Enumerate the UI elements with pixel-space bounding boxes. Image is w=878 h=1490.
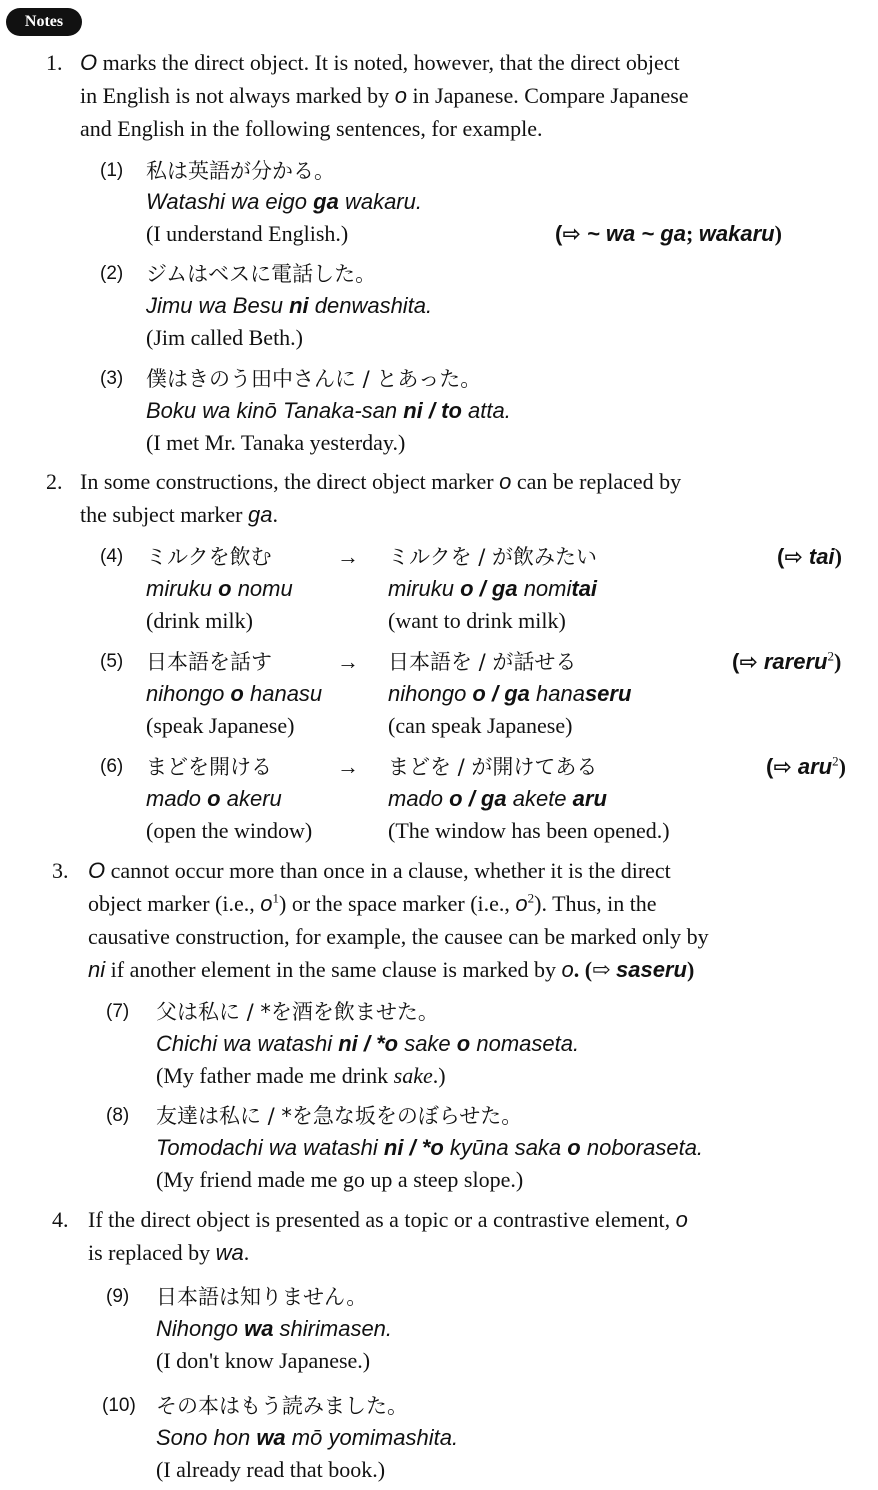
example-number: (9) [106,1286,130,1307]
example-number: (5) [100,651,124,672]
english-gloss: (open the window) [146,818,313,843]
example-number: (6) [100,756,124,777]
cross-reference: (⇨ ~ wa ~ ga; wakaru) [555,221,782,246]
romaji-text: miruku o nomu [146,576,293,601]
example-number: (7) [106,1001,130,1022]
english-gloss: (Jim called Beth.) [146,325,304,350]
note-3-line-3: causative construction, for example, the causee can be marked only by [88,924,709,949]
romaji-text: nihongo o hanasu [146,681,323,706]
example-number: (4) [100,546,124,567]
romaji-text: Chichi wa watashi ni / *o sake o nomaseta. [156,1031,580,1056]
japanese-text: ジムはベスに電話した。 [146,262,377,286]
romaji-text: miruku o / ga nomitai [388,576,598,601]
japanese-text: 父は私に / *を酒を飲ませた。 [156,1000,439,1024]
japanese-text: その本はもう読みました。 [156,1394,408,1418]
arrow: → [337,649,359,674]
english-gloss: (I understand English.) [146,221,349,246]
japanese-text: ミルクを / が飲みたい [388,545,598,569]
romaji-text: Jimu wa Besu ni denwashita. [146,293,433,318]
note-number: 1. [46,50,63,75]
japanese-text: 日本語を話す [146,650,272,674]
note-1-line-1: O marks the direct object. It is noted, however, that the direct object [80,50,680,75]
note-2-line-1: In some constructions, the direct object marker o can be replaced by [80,469,682,494]
cross-reference: (⇨ aru$^2$) [766,753,846,779]
note-4-line-1: If the direct object is presented as a topic or a contrastive element, o [88,1207,688,1232]
english-gloss: (speak Japanese) [146,713,295,738]
example-number: (2) [100,263,124,284]
english-gloss: (My father made me drink sake.) [156,1063,446,1088]
english-gloss: (want to drink milk) [388,608,566,633]
romaji-text: Watashi wa eigo ga wakaru. [146,189,422,214]
romaji-text: mado o / ga akete aru [388,786,607,811]
note-3-line-4: ni if another element in the same clause is marked by o. (⇨ saseru) [88,957,695,982]
note-number: 2. [46,469,63,494]
note-1-line-3: and English in the following sentences, for example. [80,116,543,141]
english-gloss: (can speak Japanese) [388,713,573,738]
arrow: → [337,754,359,779]
romaji-text: Nihongo wa shirimasen. [156,1316,393,1341]
note-3-line-1: O cannot occur more than once in a clause, whether it is the direct [88,858,671,883]
cross-reference: (⇨ tai) [777,544,842,569]
note-4-line-2: is replaced by wa. [88,1240,250,1265]
example-number: (8) [106,1105,130,1126]
japanese-text: 僕はきのう田中さんに / とあった。 [146,367,482,391]
japanese-text: 日本語は知りません。 [156,1285,368,1309]
japanese-text: 日本語を / が話せる [388,650,577,674]
japanese-text: まどを開ける [146,755,272,779]
english-gloss: (I don't know Japanese.) [156,1348,371,1373]
japanese-text: 友達は私に / *を急な坂をのぼらせた。 [156,1104,523,1128]
romaji-text: mado o akeru [146,786,282,811]
example-number: (3) [100,368,124,389]
note-2-line-2: the subject marker ga. [80,502,278,527]
english-gloss: (The window has been opened.) [388,818,670,843]
english-gloss: (drink milk) [146,608,253,633]
english-gloss: (I already read that book.) [156,1457,386,1482]
note-1-line-2: in English is not always marked by o in Japanese. Compare Japanese [80,83,689,108]
example-number: (10) [102,1395,136,1416]
romaji-text: nihongo o / ga hanaseru [388,681,632,706]
english-gloss: (My friend made me go up a steep slope.) [156,1167,524,1192]
arrow: → [337,544,359,569]
note-number: 4. [52,1207,69,1232]
notes-badge: Notes [6,8,82,36]
example-number: (1) [100,160,124,181]
romaji-text: Sono hon wa mō yomimashita. [156,1425,459,1450]
japanese-text: 私は英語が分かる。 [146,159,335,183]
english-gloss: (I met Mr. Tanaka yesterday.) [146,430,406,455]
japanese-text: ミルクを飲む [146,545,272,569]
cross-reference: (⇨ rareru$^2$) [732,648,842,674]
note-number: 3. [52,858,69,883]
romaji-text: Boku wa kinō Tanaka-san ni / to atta. [146,398,511,423]
romaji-text: Tomodachi wa watashi ni / *o kyūna saka o noboraseta. [156,1135,704,1160]
note-3-line-2: object marker (i.e., $o^1$) or the space marker (i.e., $o^2$). Thus, in the [88,890,657,916]
japanese-text: まどを / が開けてある [388,755,598,779]
